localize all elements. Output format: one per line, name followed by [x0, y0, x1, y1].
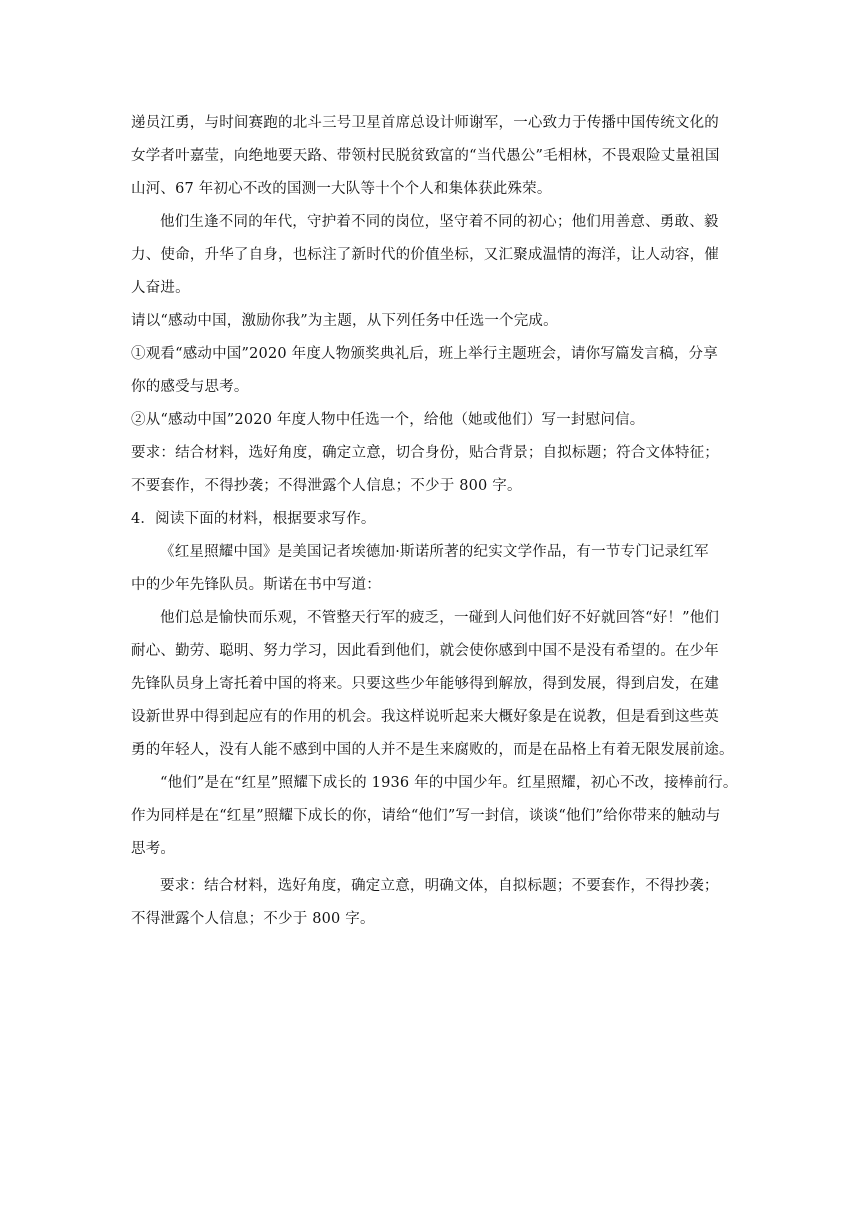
question-intro [131, 536, 731, 602]
text-line: 不要套作，不得抄袭；不得泄露个人信息；不少于 800 字。 [131, 478, 522, 494]
book-quote [131, 602, 734, 767]
text-line: 你的感受与思考。 [131, 379, 249, 395]
question-requirements [131, 870, 731, 936]
text-line: 递员江勇，与时间赛跑的北斗三号卫星首席总设计师谢军，一心致力于传播中国传统文化的 [131, 115, 719, 131]
text-line: 他们生逢不同的年代，守护着不同的岗位，坚守着不同的初心；他们用善意、勇敢、毅 [160, 214, 719, 230]
task-option-2: ②从“感动中国”2020 年度人物中任选一个，给他（她或他们）写一封慰问信。 [131, 412, 645, 428]
text-line: 山河、67 年初心不改的国测一大队等十个个人和集体获此殊荣。 [131, 181, 552, 197]
text-line: 设新世界中得到起应有的作用的机会。我这样说听起来大概好象是在说教，但是看到这些英 [131, 709, 719, 725]
question-task [131, 767, 738, 866]
text-line: 先锋队员身上寄托着中国的将来。只要这些少年能够得到解放，得到发展，得到启发，在建 [131, 676, 719, 692]
writing-requirements [131, 437, 731, 503]
text-line: 力、使命，升华了自身，也标注了新时代的价值坐标，又汇聚成温情的海洋，让人动容，催 [131, 247, 719, 263]
text-line: 他们总是愉快而乐观，不管整天行军的疲乏，一碰到人问他们好不好就回答“好！”他们 [160, 610, 720, 626]
text-line: 思考。 [131, 841, 176, 857]
text-line: 耐心、勤劳、聪明、努力学习，因此看到他们，就会使你感到中国不是没有希望的。在少年 [131, 643, 719, 659]
text-line: 不得泄露个人信息；不少于 800 字。 [131, 911, 375, 927]
text-line: ①观看“感动中国”2020 年度人物颁奖典礼后，班上举行主题班会，请你写篇发言稿，分享 [131, 346, 718, 362]
text-line: 《红星照耀中国》是美国记者埃德加·斯诺所著的纪实文学作品，有一节专门记录红军 [160, 544, 709, 560]
text-line: 要求：结合材料，选好角度，确定立意，明确文体，自拟标题；不要套作，不得抄袭； [160, 878, 719, 894]
material-paragraph-1 [131, 107, 731, 206]
text-line: 中的少年先锋队员。斯诺在书中写道： [131, 577, 381, 593]
document-page [131, 107, 738, 936]
writing-prompt: 请以“感动中国，激励你我”为主题，从下列任务中任选一个完成。 [131, 313, 558, 329]
text-line: 作为同样是在“红星”照耀下成长的你，请给“他们”写一封信，谈谈“他们”给你带来的触动与 [131, 808, 721, 824]
question-heading: 4．阅读下面的材料，根据要求写作。 [131, 511, 376, 527]
task-option-1 [131, 338, 731, 404]
text-line: “他们”是在“红星”照耀下成长的 1936 年的中国少年。红星照耀，初心不改，接棒前行。 [160, 775, 738, 791]
text-line: 勇的年轻人，没有人能不感到中国的人并不是生来腐败的，而是在品格上有着无限发展前途。 [131, 742, 734, 758]
text-line: 要求：结合材料，选好角度，确定立意，切合身份，贴合背景；自拟标题；符合文体特征； [131, 445, 719, 461]
text-line: 人奋进。 [131, 280, 190, 296]
text-line: 女学者叶嘉莹，向绝地要天路、带领村民脱贫致富的“当代愚公”毛相林，不畏艰险丈量祖国 [131, 148, 720, 164]
material-paragraph-2 [131, 206, 731, 305]
